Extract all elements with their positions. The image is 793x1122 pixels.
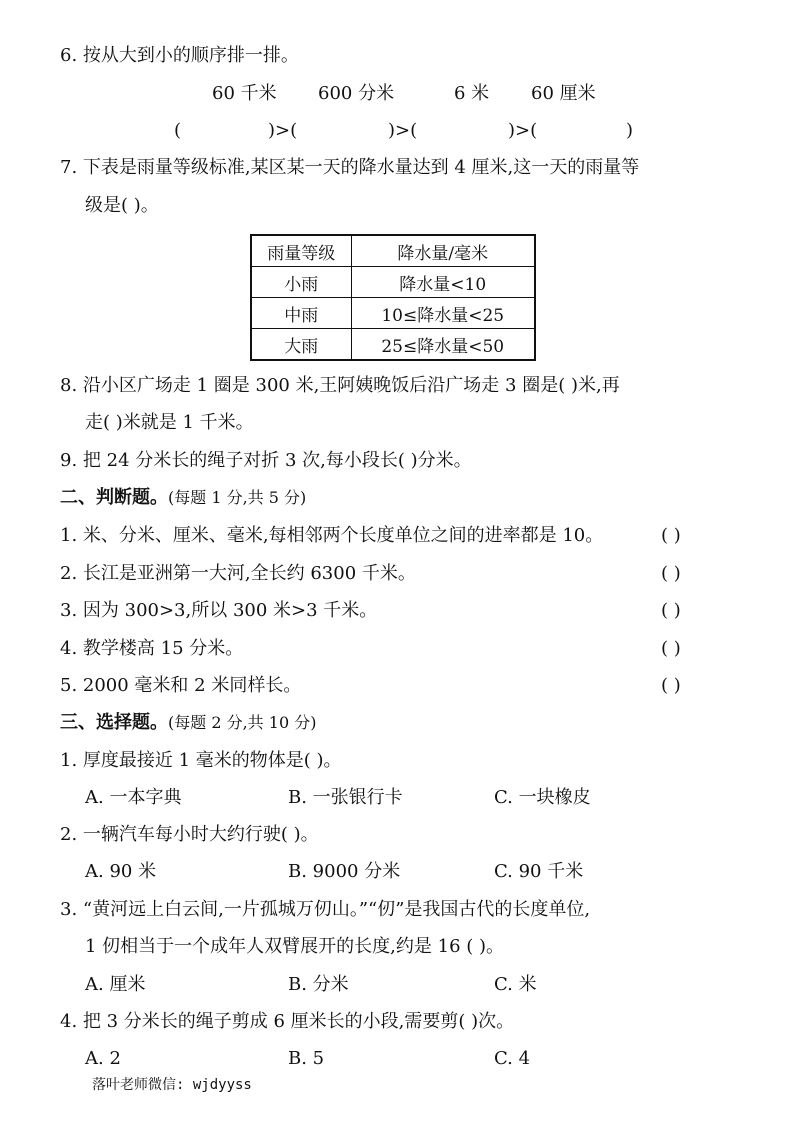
table-row [251, 298, 535, 329]
q6-item-1: 60 千米 [212, 83, 277, 104]
judge-item-5: 5. 2000 毫米和 2 米同样长。 [60, 675, 302, 696]
table-cell: 降水量<10 [351, 267, 535, 298]
q7-line1: 7. 下表是雨量等级标准,某区某一天的降水量达到 4 厘米,这一天的雨量等 [60, 157, 640, 178]
q7-line2: 级是( )。 [85, 195, 159, 216]
choice-q2-option-c: C. 90 千米 [494, 861, 584, 882]
choice-q4-option-a: A. 2 [85, 1048, 121, 1069]
table-cell: 中雨 [251, 298, 351, 329]
footer-contact: 落叶老师微信: wjdyyss [92, 1077, 252, 1093]
choice-q4-text: 4. 把 3 分米长的绳子剪成 6 厘米长的小段,需要剪( )次。 [60, 1011, 515, 1032]
section2-note: (每题 1 分,共 5 分) [168, 488, 307, 507]
q6-item-4: 60 厘米 [531, 83, 596, 104]
q6-blank-close: ) [626, 120, 634, 141]
choice-q1-option-b: B. 一张银行卡 [288, 787, 403, 808]
table-cell: 小雨 [251, 267, 351, 298]
q6-blank-sep-2: )>( [388, 120, 418, 141]
choice-q2-option-a: A. 90 米 [85, 861, 157, 882]
choice-q1-option-a: A. 一本字典 [85, 787, 182, 808]
choice-q1-text: 1. 厚度最接近 1 毫米的物体是( )。 [60, 750, 342, 771]
judge-answer-2: ( ) [661, 563, 681, 584]
judge-item-4: 4. 教学楼高 15 分米。 [60, 638, 244, 659]
choice-q3-option-a: A. 厘米 [85, 974, 146, 995]
choice-q4-option-b: B. 5 [288, 1048, 325, 1069]
rainfall-table [250, 234, 536, 361]
q6-text: 6. 按从大到小的顺序排一排。 [60, 45, 299, 66]
judge-answer-4: ( ) [661, 638, 681, 659]
q6-blank-sep-1: )>( [268, 120, 298, 141]
judge-item-2: 2. 长江是亚洲第一大河,全长约 6300 千米。 [60, 563, 416, 584]
choice-q3-line2: 1 仞相当于一个成年人双臂展开的长度,约是 16 ( )。 [85, 936, 505, 957]
section3-title-text: 三、选择题。 [60, 712, 168, 733]
table-header-row [251, 235, 535, 267]
choice-q2-text: 2. 一辆汽车每小时大约行驶( )。 [60, 824, 319, 845]
section3-note: (每题 2 分,共 10 分) [168, 713, 317, 732]
section2-title-text: 二、判断题。 [60, 487, 168, 508]
section2-title [60, 489, 306, 507]
table-cell: 大雨 [251, 329, 351, 361]
table-cell: 25≤降水量<50 [351, 329, 535, 361]
q8-line1: 8. 沿小区广场走 1 圈是 300 米,王阿姨晚饭后沿广场走 3 圈是( )米,再 [60, 375, 620, 396]
q9-text: 9. 把 24 分米长的绳子对折 3 次,每小段长( )分米。 [60, 450, 472, 471]
choice-q3-option-c: C. 米 [494, 974, 537, 995]
judge-answer-5: ( ) [661, 675, 681, 696]
choice-q1-option-c: C. 一块橡皮 [494, 787, 591, 808]
table-header-cell: 降水量/毫米 [351, 235, 535, 267]
q6-item-2: 600 分米 [318, 83, 395, 104]
choice-q3-option-b: B. 分米 [288, 974, 349, 995]
q6-blank-open: ( [174, 120, 182, 141]
table-row [251, 329, 535, 361]
q8-line2: 走( )米就是 1 千米。 [85, 412, 254, 433]
judge-answer-1: ( ) [661, 525, 681, 546]
judge-item-3: 3. 因为 300>3,所以 300 米>3 千米。 [60, 600, 378, 621]
section3-title [60, 714, 316, 732]
choice-q3-line1: 3. “黄河远上白云间,一片孤城万仞山。”“仞”是我国古代的长度单位, [60, 899, 591, 920]
judge-item-1: 1. 米、分米、厘米、毫米,每相邻两个长度单位之间的进率都是 10。 [60, 525, 604, 546]
q6-blank-sep-3: )>( [508, 120, 538, 141]
table-cell: 10≤降水量<25 [351, 298, 535, 329]
choice-q4-option-c: C. 4 [494, 1048, 531, 1069]
judge-answer-3: ( ) [661, 600, 681, 621]
table-header-cell: 雨量等级 [251, 235, 351, 267]
choice-q2-option-b: B. 9000 分米 [288, 861, 401, 882]
q6-item-3: 6 米 [454, 83, 490, 104]
table-row [251, 267, 535, 298]
